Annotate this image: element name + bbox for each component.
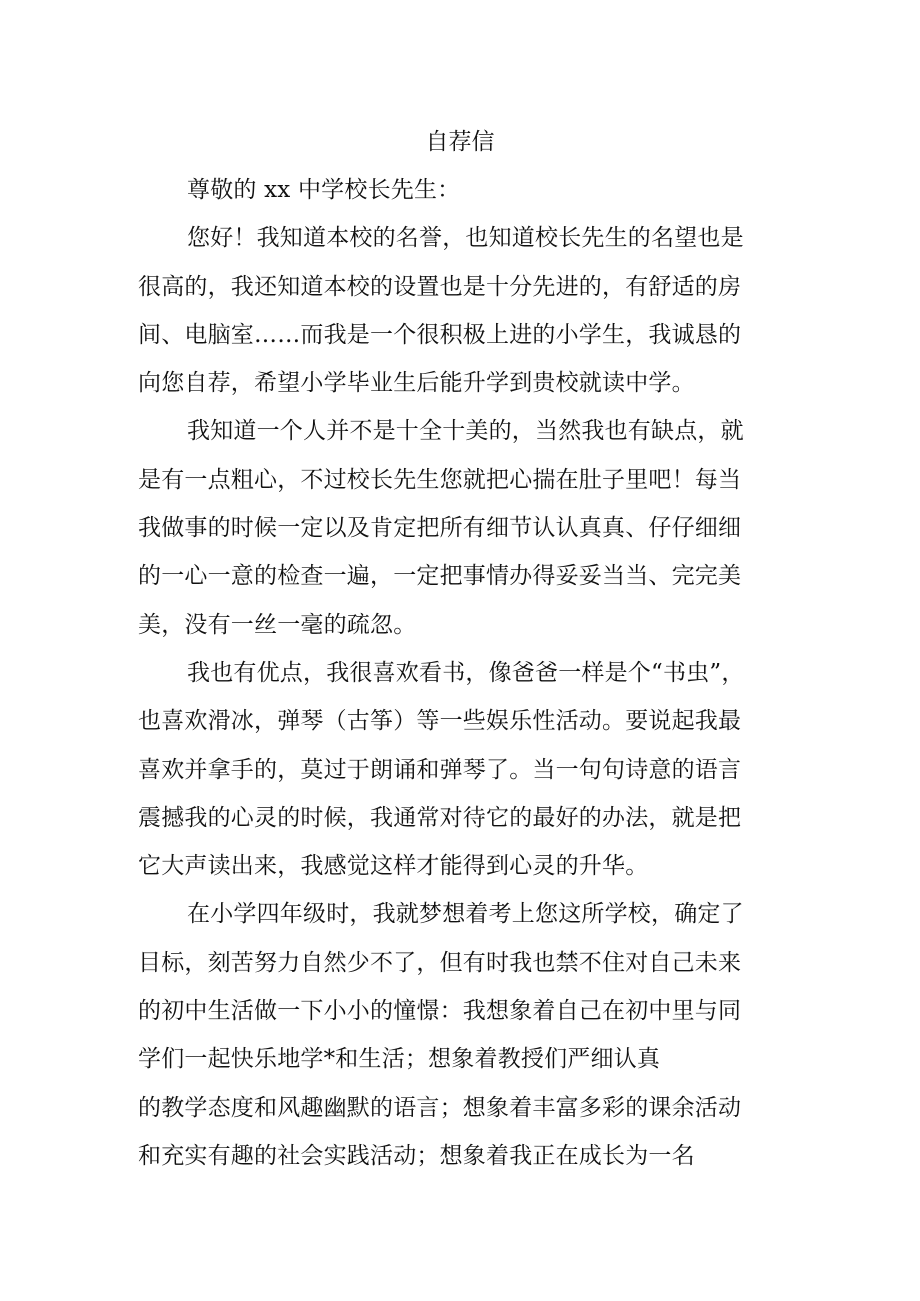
- text-line: 我知道一个人并不是十全十美的，当然我也有缺点，就: [187, 418, 744, 445]
- text-line: 的一心一意的检查一遍，一定把事情办得妥妥当当、完完美: [138, 563, 742, 590]
- text-line: 也喜欢滑冰，弹琴（古筝）等一些娱乐性活动。要说起我最: [138, 708, 742, 735]
- text-line: 它大声读出来，我感觉这样才能得到心灵的升华。: [138, 853, 649, 880]
- text-line: 我也有优点，我很喜欢看书，像爸爸一样是个“书虫”，: [187, 659, 745, 686]
- text-line: 目标，刻苦努力自然少不了，但有时我也禁不住对自己未来: [138, 949, 742, 976]
- text-line: 很高的，我还知道本校的设置也是十分先进的，有舒适的房: [138, 273, 742, 300]
- document-title: 自荐信: [425, 129, 495, 155]
- text-line: 是有一点粗心，不过校长先生您就把心揣在肚子里吧！每当: [138, 466, 742, 493]
- text-line: 的初中生活做一下小小的憧憬：我想象着自己在初中里与同: [138, 998, 742, 1025]
- text-line: 的教学态度和风趣幽默的语言；想象着丰富多彩的课余活动: [138, 1094, 742, 1121]
- text-line: 喜欢并拿手的，莫过于朗诵和弹琴了。当一句句诗意的语言: [138, 756, 742, 783]
- text-line: 震撼我的心灵的时候，我通常对待它的最好的办法，就是把: [138, 804, 742, 831]
- text-line: 我做事的时候一定以及肯定把所有细节认认真真、仔仔细细: [138, 515, 742, 542]
- document-body: [138, 166, 798, 1180]
- text-line: 学们一起快乐地学*和生活；想象着教授们严细认真: [138, 1046, 661, 1073]
- text-line: 和充实有趣的社会实践活动；想象着我正在成长为一名: [138, 1142, 695, 1169]
- text-line: 间、电脑室……而我是一个很积极上进的小学生，我诚恳的: [138, 321, 742, 348]
- text-line: 在小学四年级时，我就梦想着考上您这所学校，确定了: [187, 901, 744, 928]
- text-line: 您好！我知道本校的名誉，也知道校长先生的名望也是: [187, 225, 744, 252]
- text-line: 向您自荐，希望小学毕业生后能升学到贵校就读中学。: [138, 370, 695, 397]
- salutation-line: 尊敬的 xx 中学校长先生：: [187, 177, 461, 203]
- text-line: 美，没有一丝一毫的疏忽。: [138, 611, 417, 638]
